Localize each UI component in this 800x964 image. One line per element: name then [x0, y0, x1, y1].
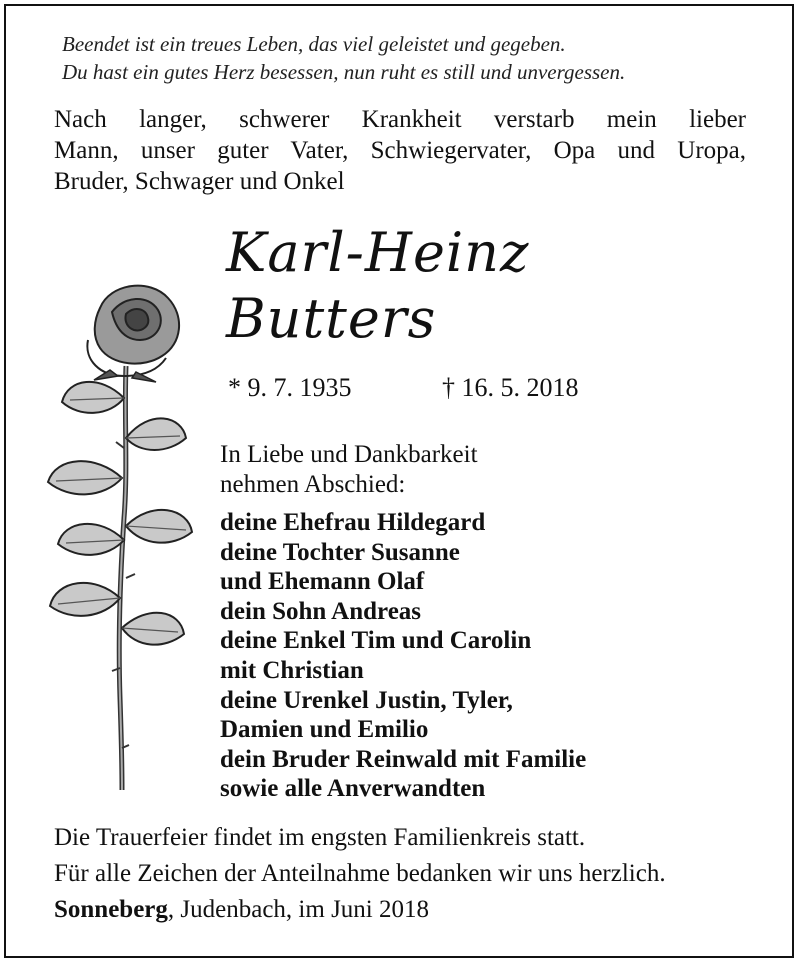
mourner-item: und Ehemann Olaf: [220, 568, 425, 596]
farewell-text: [220, 440, 478, 500]
closing-line-2: Für alle Zeichen der Anteilnahme bedanken wir uns herzlich.: [54, 860, 666, 887]
mourner-item: dein Bruder Reinwald mit Familie: [220, 745, 587, 773]
mourner-item: deine Tochter Susanne: [220, 538, 460, 566]
poem-line-1: Beendet ist ein treues Leben, das viel geleistet und gegeben.: [62, 32, 566, 56]
intro-text: [54, 104, 746, 197]
farewell-line-2: nehmen Abschied:: [220, 471, 406, 498]
intro-line-3: Bruder, Schwager und Onkel: [54, 168, 345, 195]
mourner-item: deine Enkel Tim und Carolin: [220, 627, 532, 655]
mourner-item: deine Urenkel Justin, Tyler,: [220, 686, 513, 714]
mourners-list: [220, 508, 586, 804]
deceased-first-name: Karl-Heinz: [226, 221, 530, 284]
mourner-item: sowie alle Anverwandten: [220, 775, 486, 803]
poem-line-2: Du hast ein gutes Herz besessen, nun ruht es still und unvergessen.: [62, 60, 626, 84]
intro-line-2: Mann, unser guter Vater, Schwiegervater, Opa und Uropa,: [54, 137, 746, 164]
deceased-name: [226, 220, 529, 352]
closing-line-1: Die Trauerfeier findet im engsten Familienkreis statt.: [54, 824, 586, 851]
place-bold: Sonneberg: [54, 896, 168, 923]
life-dates: [228, 372, 579, 404]
mourner-item: mit Christian: [220, 656, 364, 684]
mourner-item: deine Ehefrau Hildegard: [220, 509, 486, 536]
place-rest: , Judenbach, im Juni 2018: [167, 896, 429, 923]
rose-icon: [40, 278, 200, 798]
poem: [62, 30, 762, 86]
farewell-line-1: In Liebe und Dankbarkeit: [220, 441, 478, 468]
death-date: † 16. 5. 2018: [442, 373, 579, 402]
closing-text: [54, 820, 666, 928]
intro-line-1: Nach langer, schwerer Krankheit verstarb mein lieber: [54, 106, 746, 133]
mourner-item: dein Sohn Andreas: [220, 597, 422, 625]
closing-place-line: [54, 892, 666, 928]
birth-date: * 9. 7. 1935: [228, 373, 352, 402]
deceased-last-name: Butters: [226, 287, 437, 350]
mourner-item: Damien und Emilio: [220, 716, 429, 744]
